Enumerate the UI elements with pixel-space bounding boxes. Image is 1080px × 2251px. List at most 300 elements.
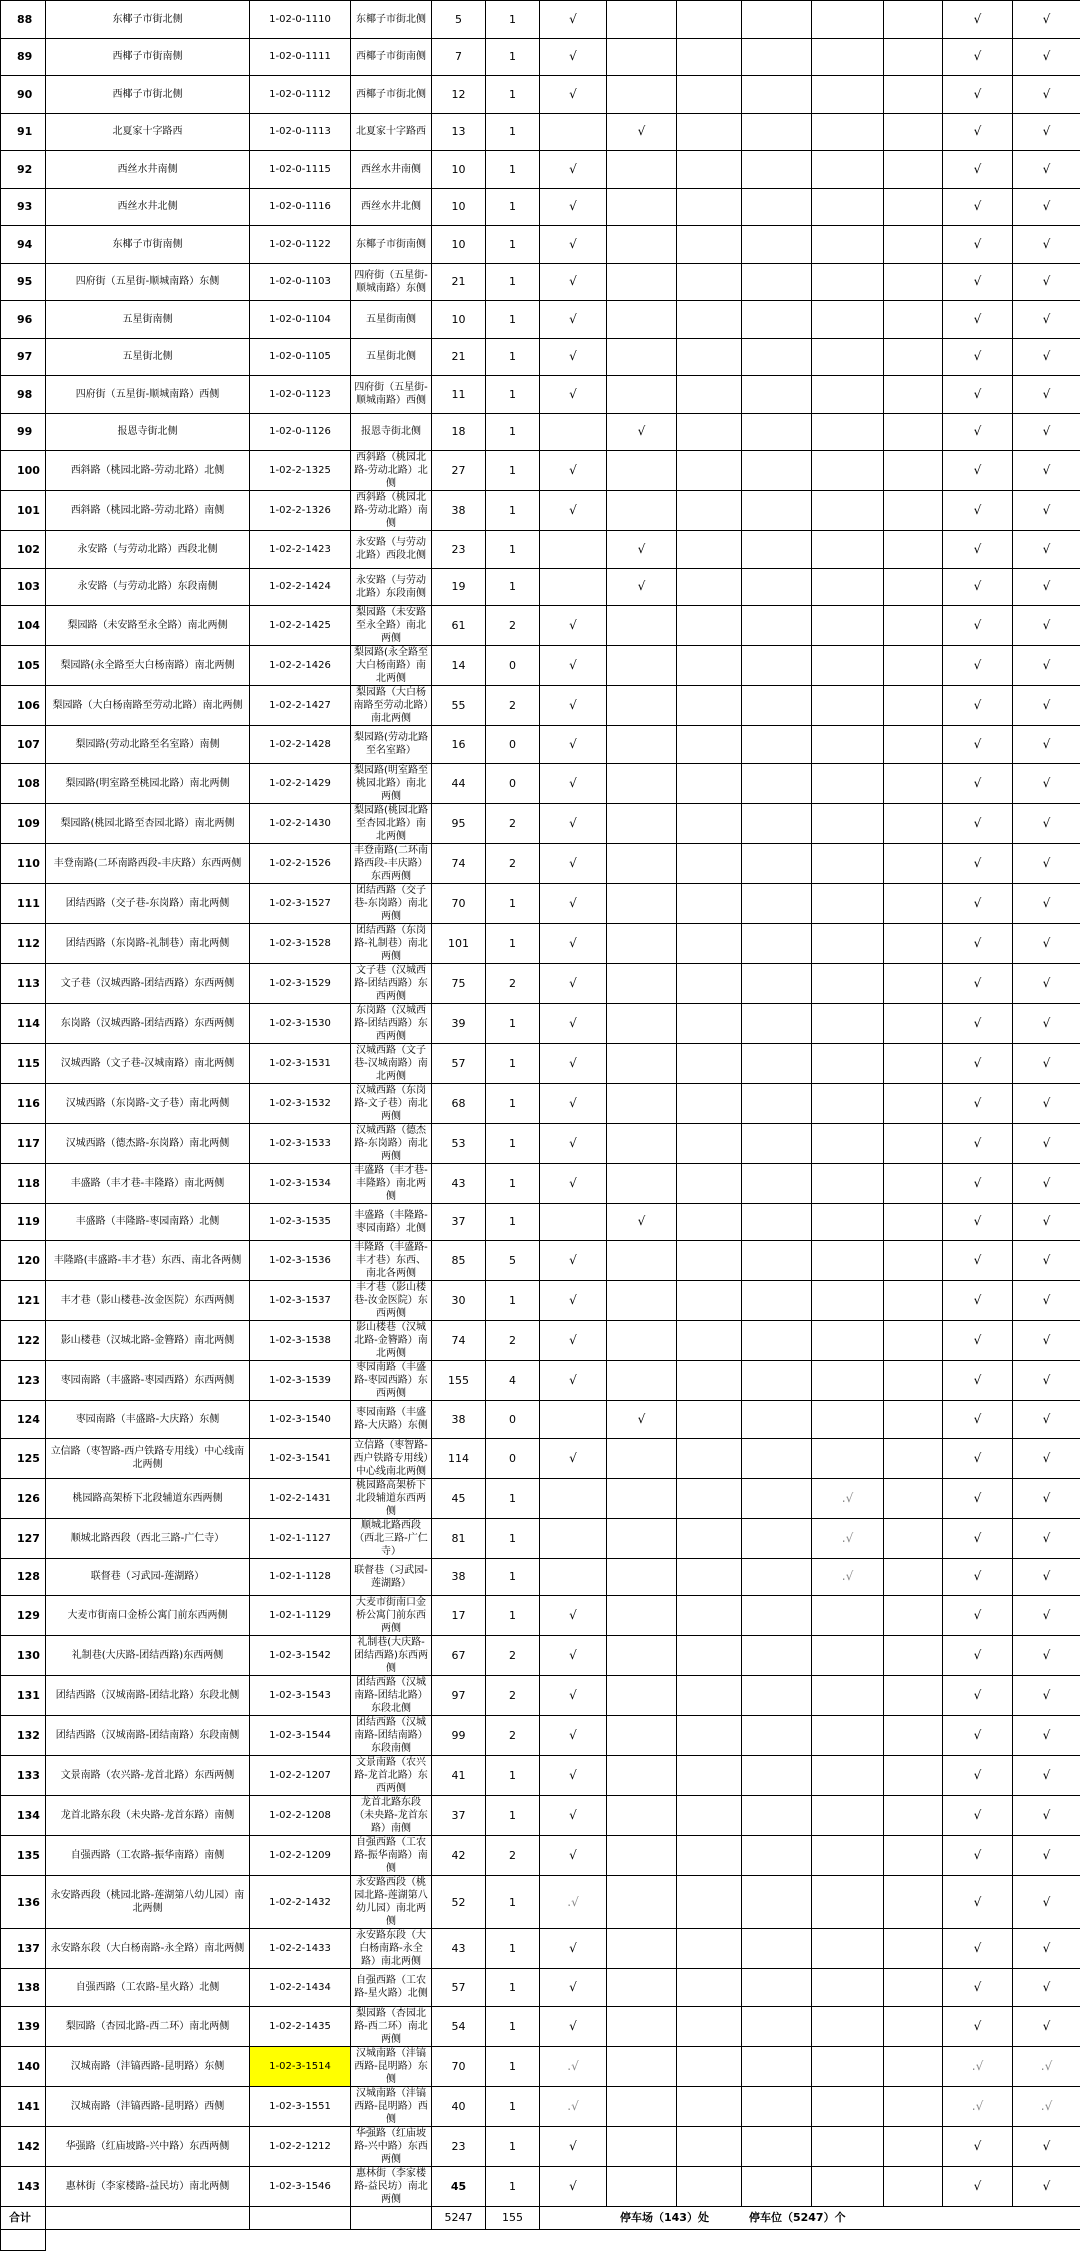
check-cell: .√ <box>540 2046 607 2086</box>
check-cell <box>607 923 677 963</box>
check-cell <box>884 38 943 76</box>
row-number: 135 <box>1 1836 46 1876</box>
site-count: 1 <box>486 226 540 264</box>
row-number: 92 <box>1 151 46 189</box>
site-code: 1-02-0-1126 <box>250 413 351 451</box>
check-cell: √ <box>540 1003 607 1043</box>
check-cell: √ <box>540 1596 607 1636</box>
check-cell <box>607 1003 677 1043</box>
space-count: 14 <box>432 646 486 686</box>
space-count: 13 <box>432 113 486 151</box>
site-code: 1-02-1-1127 <box>250 1518 351 1558</box>
check-cell: √ <box>1013 883 1080 923</box>
table-row <box>1 1518 1080 1558</box>
row-number: 116 <box>1 1083 46 1123</box>
site-code: 1-02-0-1112 <box>250 76 351 114</box>
location: 惠林街（李家楼路-益民坊）南北两侧 <box>351 2166 432 2206</box>
row-number: 140 <box>1 2046 46 2086</box>
site-code: 1-02-0-1105 <box>250 338 351 376</box>
road-name: 五星街北侧 <box>46 338 250 376</box>
check-cell <box>607 1361 677 1401</box>
check-cell: √ <box>943 491 1013 531</box>
check-cell <box>742 1361 812 1401</box>
site-code: 1-02-0-1115 <box>250 151 351 189</box>
check-cell: √ <box>1013 1756 1080 1796</box>
check-cell <box>677 763 742 803</box>
check-cell: √ <box>1013 686 1080 726</box>
check-cell: √ <box>943 1321 1013 1361</box>
check-cell: √ <box>540 686 607 726</box>
table-row <box>1 2086 1080 2126</box>
road-name: 华强路（红庙坡路-兴中路）东西两侧 <box>46 2126 250 2166</box>
location: 四府街（五星街-顺城南路）西侧 <box>351 376 432 414</box>
table-row <box>1 1558 1080 1596</box>
check-cell: √ <box>1013 451 1080 491</box>
check-cell: √ <box>540 1241 607 1281</box>
site-code: 1-02-3-1527 <box>250 883 351 923</box>
location: 团结西路（交子巷-东岗路）南北两侧 <box>351 883 432 923</box>
site-code: 1-02-0-1122 <box>250 226 351 264</box>
check-cell: √ <box>1013 376 1080 414</box>
row-number: 123 <box>1 1361 46 1401</box>
table-row <box>1 843 1080 883</box>
row-number: 132 <box>1 1716 46 1756</box>
check-cell <box>812 1401 884 1439</box>
check-cell <box>884 1558 943 1596</box>
check-cell <box>607 963 677 1003</box>
check-cell <box>742 803 812 843</box>
check-cell: √ <box>943 38 1013 76</box>
table-row <box>1 923 1080 963</box>
table-row <box>1 1596 1080 1636</box>
check-cell <box>742 2006 812 2046</box>
check-cell: √ <box>540 1 607 39</box>
table-body <box>1 1 1080 2251</box>
check-cell <box>742 923 812 963</box>
check-cell: √ <box>1013 1438 1080 1478</box>
check-cell: √ <box>943 1929 1013 1969</box>
check-cell <box>677 1796 742 1836</box>
check-cell: √ <box>540 2126 607 2166</box>
check-cell <box>742 1596 812 1636</box>
table-row <box>1 763 1080 803</box>
check-cell <box>812 263 884 301</box>
check-cell: √ <box>540 451 607 491</box>
row-number: 138 <box>1 1969 46 2007</box>
check-cell <box>742 491 812 531</box>
road-name: 丰才巷（影山楼巷-汝金医院）东西两侧 <box>46 1281 250 1321</box>
space-count: 45 <box>432 1478 486 1518</box>
summary <box>540 2206 1080 2229</box>
check-cell <box>884 113 943 151</box>
check-cell <box>607 686 677 726</box>
check-cell: √ <box>943 1163 1013 1203</box>
location: 西丝水井南侧 <box>351 151 432 189</box>
row-number: 96 <box>1 301 46 339</box>
site-count: 1 <box>486 531 540 569</box>
check-cell: √ <box>943 606 1013 646</box>
space-count: 40 <box>432 2086 486 2126</box>
check-cell <box>742 113 812 151</box>
check-cell: √ <box>540 76 607 114</box>
site-code: 1-02-3-1535 <box>250 1203 351 1241</box>
check-cell <box>884 763 943 803</box>
space-count: 43 <box>432 1929 486 1969</box>
check-cell <box>677 1478 742 1518</box>
check-cell <box>677 1518 742 1558</box>
check-cell: √ <box>943 1281 1013 1321</box>
row-number: 110 <box>1 843 46 883</box>
check-cell: √ <box>540 301 607 339</box>
location: 四府街（五星街-顺城南路）东侧 <box>351 263 432 301</box>
check-cell <box>884 263 943 301</box>
check-cell: √ <box>943 686 1013 726</box>
road-name: 团结西路（汉城南路-团结北路）东段北侧 <box>46 1676 250 1716</box>
check-cell <box>884 1123 943 1163</box>
check-cell <box>812 1929 884 1969</box>
check-cell <box>812 2166 884 2206</box>
location: 桃园路高架桥下北段辅道东西两侧 <box>351 1478 432 1518</box>
table-row <box>1 1281 1080 1321</box>
check-cell <box>884 606 943 646</box>
space-count: 74 <box>432 1321 486 1361</box>
row-number: 129 <box>1 1596 46 1636</box>
check-cell <box>607 2086 677 2126</box>
location: 西斜路（桃园北路-劳动北路）南侧 <box>351 491 432 531</box>
road-name: 西斜路（桃园北路-劳动北路）南侧 <box>46 491 250 531</box>
site-code: 1-02-3-1538 <box>250 1321 351 1361</box>
site-code: 1-02-2-1432 <box>250 1876 351 1929</box>
check-cell: √ <box>943 1478 1013 1518</box>
check-cell <box>884 1401 943 1439</box>
site-count: 1 <box>486 376 540 414</box>
check-cell <box>607 1969 677 2007</box>
space-count: 10 <box>432 151 486 189</box>
check-cell <box>677 2046 742 2086</box>
check-cell: √ <box>540 843 607 883</box>
check-cell <box>607 38 677 76</box>
row-number: 97 <box>1 338 46 376</box>
check-cell: √ <box>943 226 1013 264</box>
site-count: 0 <box>486 1438 540 1478</box>
row-number: 90 <box>1 76 46 114</box>
total-empty <box>46 2206 250 2229</box>
check-cell: √ <box>540 1043 607 1083</box>
road-name: 西丝水井南侧 <box>46 151 250 189</box>
check-cell <box>812 531 884 569</box>
check-cell <box>742 1796 812 1836</box>
space-count: 67 <box>432 1636 486 1676</box>
location: 梨园路(桃园北路至杏园北路）南北两侧 <box>351 803 432 843</box>
site-count: 1 <box>486 491 540 531</box>
location: 影山楼巷（汉城北路-金簪路）南北两侧 <box>351 1321 432 1361</box>
row-number: 134 <box>1 1796 46 1836</box>
site-code: 1-02-3-1532 <box>250 1083 351 1123</box>
check-cell <box>812 1716 884 1756</box>
check-cell: √ <box>607 1401 677 1439</box>
check-cell <box>607 2046 677 2086</box>
check-cell <box>677 803 742 843</box>
check-cell <box>677 1716 742 1756</box>
site-code: 1-02-0-1123 <box>250 376 351 414</box>
table-row <box>1 38 1080 76</box>
empty-cell <box>46 2229 1080 2250</box>
site-count: 0 <box>486 763 540 803</box>
check-cell: √ <box>540 1163 607 1203</box>
location: 汉城南路（沣镐西路-昆明路）东侧 <box>351 2046 432 2086</box>
check-cell: √ <box>1013 1836 1080 1876</box>
site-count: 1 <box>486 188 540 226</box>
check-cell <box>812 1241 884 1281</box>
location: 大麦市街南口金桥公寓门前东西两侧 <box>351 1596 432 1636</box>
check-cell: √ <box>607 568 677 606</box>
check-cell <box>677 1438 742 1478</box>
row-number: 121 <box>1 1281 46 1321</box>
check-cell <box>884 413 943 451</box>
site-count: 1 <box>486 1969 540 2007</box>
site-code: 1-02-2-1430 <box>250 803 351 843</box>
check-cell <box>812 38 884 76</box>
check-cell <box>884 923 943 963</box>
check-cell: √ <box>540 1756 607 1796</box>
check-cell: √ <box>1013 1163 1080 1203</box>
check-cell <box>742 2046 812 2086</box>
check-cell <box>607 491 677 531</box>
site-count: 1 <box>486 1 540 39</box>
road-name: 联督巷（习武园-莲湖路） <box>46 1558 250 1596</box>
check-cell <box>677 1123 742 1163</box>
table-row <box>1 606 1080 646</box>
check-cell <box>607 803 677 843</box>
check-cell <box>677 1241 742 1281</box>
location: 西椰子市街南侧 <box>351 38 432 76</box>
check-cell <box>607 226 677 264</box>
check-cell <box>607 763 677 803</box>
road-name: 丰盛路（丰隆路-枣园南路）北侧 <box>46 1203 250 1241</box>
site-count: 1 <box>486 2006 540 2046</box>
table-row <box>1 1438 1080 1478</box>
site-count: 1 <box>486 1518 540 1558</box>
check-cell <box>742 1876 812 1929</box>
row-number: 112 <box>1 923 46 963</box>
road-name: 团结西路（交子巷-东岗路）南北两侧 <box>46 883 250 923</box>
check-cell <box>884 376 943 414</box>
space-count: 61 <box>432 606 486 646</box>
space-count: 23 <box>432 2126 486 2166</box>
check-cell <box>812 1756 884 1796</box>
check-cell: √ <box>1013 1478 1080 1518</box>
check-cell <box>677 646 742 686</box>
check-cell <box>677 606 742 646</box>
check-cell <box>677 338 742 376</box>
row-number: 106 <box>1 686 46 726</box>
site-code: 1-02-2-1433 <box>250 1929 351 1969</box>
check-cell <box>812 1438 884 1478</box>
check-cell <box>812 1 884 39</box>
check-cell: √ <box>943 1796 1013 1836</box>
table-row <box>1 1083 1080 1123</box>
table-row <box>1 646 1080 686</box>
check-cell: √ <box>540 1281 607 1321</box>
check-cell: √ <box>943 923 1013 963</box>
check-cell <box>677 1401 742 1439</box>
check-cell: .√ <box>1013 2046 1080 2086</box>
road-name: 永安路东段（大白杨南路-永全路）南北两侧 <box>46 1929 250 1969</box>
check-cell <box>812 1969 884 2007</box>
check-cell <box>607 76 677 114</box>
site-count: 1 <box>486 338 540 376</box>
site-code: 1-02-3-1551 <box>250 2086 351 2126</box>
road-name: 梨园路(明室路至桃园北路）南北两侧 <box>46 763 250 803</box>
site-code: 1-02-3-1536 <box>250 1241 351 1281</box>
check-cell <box>677 1 742 39</box>
location: 汉城南路（沣镐西路-昆明路）西侧 <box>351 2086 432 2126</box>
table-row <box>1 1361 1080 1401</box>
row-number: 98 <box>1 376 46 414</box>
road-name: 大麦市街南口金桥公寓门前东西两侧 <box>46 1596 250 1636</box>
check-cell <box>607 1478 677 1518</box>
space-count: 17 <box>432 1596 486 1636</box>
check-cell <box>812 1203 884 1241</box>
location: 联督巷（习武园-莲湖路） <box>351 1558 432 1596</box>
check-cell <box>812 1796 884 1836</box>
check-cell: √ <box>943 1123 1013 1163</box>
check-cell <box>540 1558 607 1596</box>
space-count: 55 <box>432 686 486 726</box>
location: 报恩寺街北侧 <box>351 413 432 451</box>
road-name: 枣园南路（丰盛路-枣园西路）东西两侧 <box>46 1361 250 1401</box>
check-cell <box>742 1716 812 1756</box>
road-name: 桃园路高架桥下北段辅道东西两侧 <box>46 1478 250 1518</box>
space-count: 70 <box>432 883 486 923</box>
site-count: 1 <box>486 568 540 606</box>
row-number: 126 <box>1 1478 46 1518</box>
table-row <box>1 686 1080 726</box>
table-row <box>1 568 1080 606</box>
check-cell: √ <box>1013 1636 1080 1676</box>
check-cell <box>884 531 943 569</box>
check-cell <box>812 1043 884 1083</box>
check-cell: √ <box>943 301 1013 339</box>
check-cell <box>812 2046 884 2086</box>
check-cell: √ <box>1013 1281 1080 1321</box>
check-cell <box>607 606 677 646</box>
check-cell <box>677 376 742 414</box>
check-cell: √ <box>943 1438 1013 1478</box>
site-code: 1-02-2-1428 <box>250 726 351 764</box>
road-name: 龙首北路东段（未央路-龙首东路）南侧 <box>46 1796 250 1836</box>
check-cell <box>884 1596 943 1636</box>
check-cell: √ <box>943 1 1013 39</box>
row-number: 141 <box>1 2086 46 2126</box>
check-cell <box>812 1636 884 1676</box>
table-row <box>1 883 1080 923</box>
check-cell <box>677 301 742 339</box>
road-name: 西椰子市街北侧 <box>46 76 250 114</box>
check-cell: √ <box>943 1558 1013 1596</box>
site-count: 1 <box>486 38 540 76</box>
check-cell <box>607 338 677 376</box>
space-count: 16 <box>432 726 486 764</box>
check-cell <box>812 1876 884 1929</box>
check-cell <box>884 568 943 606</box>
site-count: 1 <box>486 883 540 923</box>
check-cell <box>812 338 884 376</box>
location: 丰才巷（影山楼巷-汝金医院）东西两侧 <box>351 1281 432 1321</box>
row-number: 113 <box>1 963 46 1003</box>
row-number: 142 <box>1 2126 46 2166</box>
table-row <box>1 226 1080 264</box>
row-number: 115 <box>1 1043 46 1083</box>
road-name: 礼制巷(大庆路-团结西路)东西两侧 <box>46 1636 250 1676</box>
total-label: 合计 <box>1 2206 46 2229</box>
check-cell <box>812 763 884 803</box>
check-cell: √ <box>943 726 1013 764</box>
space-count: 43 <box>432 1163 486 1203</box>
check-cell <box>677 226 742 264</box>
check-cell <box>742 1969 812 2007</box>
site-count: 1 <box>486 1929 540 1969</box>
check-cell: √ <box>943 1241 1013 1281</box>
row-number: 89 <box>1 38 46 76</box>
check-cell <box>540 531 607 569</box>
check-cell <box>677 843 742 883</box>
site-count: 2 <box>486 963 540 1003</box>
location: 梨园路（杏园北路-西二环）南北两侧 <box>351 2006 432 2046</box>
check-cell <box>884 1716 943 1756</box>
check-cell: √ <box>943 1756 1013 1796</box>
check-cell <box>607 1043 677 1083</box>
check-cell <box>607 1241 677 1281</box>
site-count: 1 <box>486 1003 540 1043</box>
row-number: 104 <box>1 606 46 646</box>
check-cell <box>677 1203 742 1241</box>
check-cell <box>742 1438 812 1478</box>
check-cell: √ <box>540 2006 607 2046</box>
road-name: 永安路（与劳动北路）东段南侧 <box>46 568 250 606</box>
check-cell: √ <box>943 2126 1013 2166</box>
check-cell <box>607 1596 677 1636</box>
check-cell: √ <box>943 1836 1013 1876</box>
check-cell: √ <box>1013 113 1080 151</box>
space-count: 21 <box>432 263 486 301</box>
check-cell: .√ <box>812 1478 884 1518</box>
check-cell: √ <box>540 1083 607 1123</box>
road-name: 文子巷（汉城西路-团结西路）东西两侧 <box>46 963 250 1003</box>
check-cell: √ <box>540 923 607 963</box>
check-cell <box>884 686 943 726</box>
location: 五星街南侧 <box>351 301 432 339</box>
check-cell: √ <box>1013 1929 1080 1969</box>
road-name: 文景南路（农兴路-龙首北路）东西两侧 <box>46 1756 250 1796</box>
trailing-row <box>1 2229 1080 2250</box>
check-cell: √ <box>1013 1676 1080 1716</box>
site-count: 2 <box>486 686 540 726</box>
check-cell <box>607 1676 677 1716</box>
summary-sites: 停车场（143）处 <box>620 2211 709 2224</box>
row-number: 99 <box>1 413 46 451</box>
check-cell <box>742 1163 812 1203</box>
check-cell <box>742 1123 812 1163</box>
check-cell: √ <box>607 413 677 451</box>
table-row <box>1 1043 1080 1083</box>
check-cell: √ <box>1013 1321 1080 1361</box>
site-count: 2 <box>486 1836 540 1876</box>
road-name: 北夏家十字路西 <box>46 113 250 151</box>
site-code: 1-02-3-1528 <box>250 923 351 963</box>
site-code: 1-02-2-1423 <box>250 531 351 569</box>
check-cell: √ <box>943 376 1013 414</box>
